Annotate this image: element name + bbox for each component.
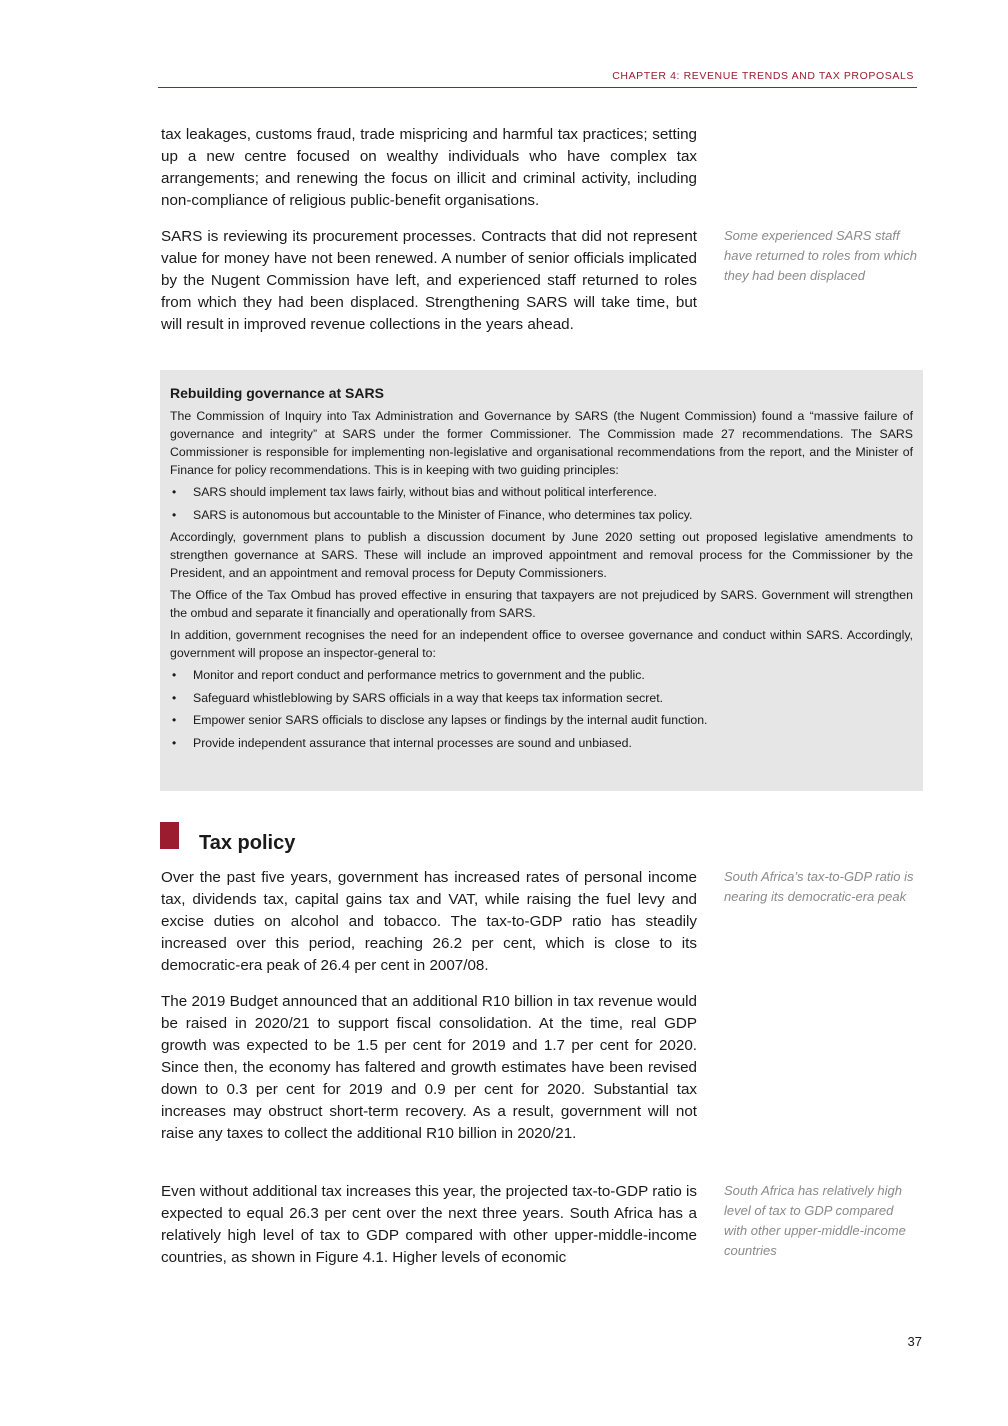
inspector-tasks-list	[170, 666, 913, 752]
box-paragraph-commission: The Commission of Inquiry into Tax Administration and Governance by SARS (the Nugent Commission) found a “massive failure of governance and integrity” at SARS under the former Commissioner. The Commission made 27 recommendations. The SARS Commissioner is responsible for implementing non-legislative and organisational recommendations from the report, and the Minister of Finance for policy recommendations. This is in keeping with two guiding principles:	[170, 409, 913, 477]
bullet-icon: •	[172, 690, 177, 705]
section-marker	[160, 822, 179, 849]
section-heading: Tax policy	[199, 832, 296, 854]
bullet-icon: •	[172, 713, 177, 727]
list-item	[170, 666, 913, 684]
body-paragraph-2: SARS is reviewing its procurement processes. Contracts that did not represent value for money have not been renewed. A number of senior officials implicated by the Nugent Commission have left, and experienced staff returned to roles from which they had been displaced. Strengthening SARS will take time, but will result in improved revenue collections in the years ahead.	[161, 228, 697, 333]
list-item	[170, 711, 913, 729]
bullet-icon: •	[172, 668, 177, 682]
list-item	[170, 734, 913, 752]
principles-list	[170, 483, 913, 524]
page-number: 37	[907, 1334, 922, 1349]
list-item-text: Safeguard whistleblowing by SARS officials in a way that keeps tax information secret.	[193, 690, 664, 705]
margin-note-tax-to-gdp-peak: South Africa’s tax-to-GDP ratio is nearing its democratic-era peak	[724, 869, 914, 904]
margin-note-upper-middle-income: South Africa has relatively high level of tax to GDP compared with other upper-middle-income countries	[724, 1183, 906, 1258]
bullet-icon: •	[172, 735, 177, 750]
box-paragraph-tax-ombud: The Office of the Tax Ombud has proved effective in ensuring that taxpayers are not prejudiced by SARS. Government will strengthen the ombud and separate it financially and operationally from SARS.	[170, 588, 913, 620]
chapter-title: CHAPTER 4: REVENUE TRENDS AND TAX PROPOSALS	[612, 70, 914, 82]
box-paragraph-discussion-document: Accordingly, government plans to publish a discussion document by June 2020 setting out proposed legislative amendments to strengthen governance at SARS. These will include an improved appointment and removal process for the Commissioner by the President, and an appointment and removal process for Deputy Commissioners.	[170, 530, 913, 580]
governance-box	[160, 370, 923, 791]
bullet-icon: •	[172, 507, 177, 522]
list-item	[170, 483, 913, 501]
list-item-text: Monitor and report conduct and performance metrics to government and the public.	[193, 668, 645, 682]
box-title: Rebuilding governance at SARS	[170, 385, 384, 401]
list-item	[170, 689, 913, 707]
box-paragraph-inspector-general: In addition, government recognises the need for an independent office to oversee governance and conduct within SARS. Accordingly, government will propose an inspector-general to:	[170, 628, 913, 660]
list-item-text: SARS is autonomous but accountable to the Minister of Finance, who determines tax policy.	[193, 507, 693, 522]
body-paragraph-5: Even without additional tax increases this year, the projected tax-to-GDP ratio is expected to equal 26.3 per cent over the next three years. South Africa has a relatively high level of tax to GDP compared with other upper-middle-income countries, as shown in Figure 4.1. Higher levels of economic	[161, 1183, 697, 1266]
body-paragraph-4: The 2019 Budget announced that an additional R10 billion in tax revenue would be raised in 2020/21 to support fiscal consolidation. At the time, real GDP growth was expected to be 1.5 per cent for 2019 and 1.7 per cent for 2020. Since then, the economy has faltered and growth estimates have been revised down to 0.3 per cent for 2019 and 0.9 per cent for 2020. Substantial tax increases may obstruct short-term recovery. As a result, government will not raise any taxes to collect the additional R10 billion in 2020/21.	[161, 993, 697, 1142]
body-paragraph-3: Over the past five years, government has increased rates of personal income tax, dividends tax, capital gains tax and VAT, while raising the fuel levy and excise duties on alcohol and tobacco. The tax-to-GDP ratio has steadily increased over this period, reaching 26.2 per cent, which is close to its democratic-era peak of 26.4 per cent in 2007/08.	[161, 869, 697, 974]
body-paragraph-1: tax leakages, customs fraud, trade mispricing and harmful tax practices; setting up a new centre focused on wealthy individuals who have complex tax arrangements; and renewing the focus on illicit and criminal activity, including non-compliance of religious public-benefit organisations.	[161, 126, 697, 209]
list-item-text: Empower senior SARS officials to disclose any lapses or findings by the internal audit function.	[193, 713, 708, 727]
list-item	[170, 506, 913, 524]
list-item-text: SARS should implement tax laws fairly, without bias and without political interference.	[193, 485, 657, 499]
margin-note-staff-returned: Some experienced SARS staff have returned to roles from which they had been displaced	[724, 228, 917, 283]
list-item-text: Provide independent assurance that internal processes are sound and unbiased.	[193, 735, 632, 750]
header-divider	[158, 87, 917, 88]
bullet-icon: •	[172, 485, 177, 499]
